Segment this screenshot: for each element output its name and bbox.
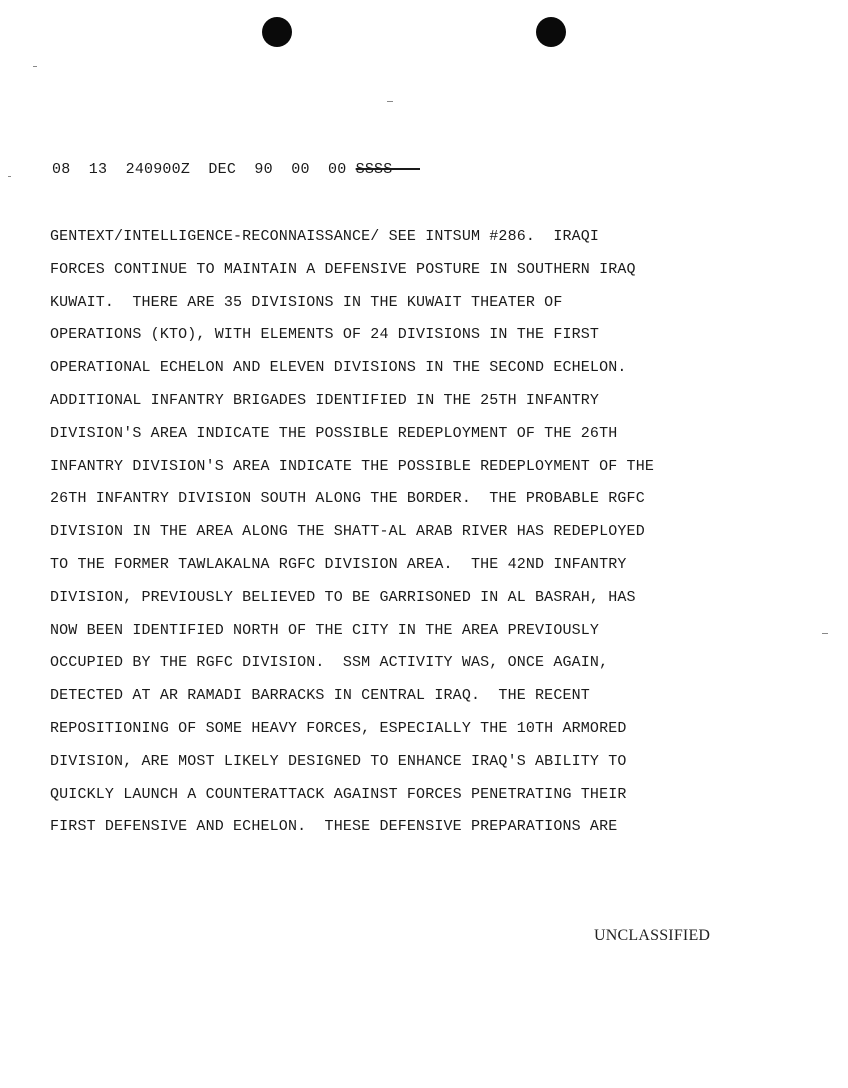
body-line: KUWAIT. THERE ARE 35 DIVISIONS IN THE KUWAIT THEATER OF <box>50 293 563 311</box>
scan-speck <box>33 66 37 67</box>
body-line: OCCUPIED BY THE RGFC DIVISION. SSM ACTIVITY WAS, ONCE AGAIN, <box>50 654 609 672</box>
body-line: OPERATIONS (KTO), WITH ELEMENTS OF 24 DIVISIONS IN THE FIRST <box>50 326 600 344</box>
dtg-text: 08 13 240900Z DEC 90 00 00 <box>52 161 356 178</box>
struck-classification-caveat: SSSS <box>355 161 393 178</box>
body-line: GENTEXT/INTELLIGENCE-RECONNAISSANCE/ SEE INTSUM #286. IRAQI <box>50 228 600 245</box>
scan-speck <box>387 101 393 102</box>
body-line: FIRST DEFENSIVE AND ECHELON. THESE DEFENSIVE PREPARATIONS ARE <box>50 818 618 836</box>
punch-hole-right <box>536 17 566 47</box>
body-line: DIVISION, PREVIOUSLY BELIEVED TO BE GARRISONED IN AL BASRAH, HAS <box>50 588 636 606</box>
body-line: INFANTRY DIVISION'S AREA INDICATE THE POSSIBLE REDEPLOYMENT OF THE <box>50 457 654 475</box>
body-line: ADDITIONAL INFANTRY BRIGADES IDENTIFIED IN THE 25TH INFANTRY <box>50 391 600 409</box>
scan-speck <box>822 633 828 634</box>
body-line: DIVISION'S AREA INDICATE THE POSSIBLE REDEPLOYMENT OF THE 26TH <box>50 424 618 442</box>
message-body <box>50 226 770 849</box>
body-line: OPERATIONAL ECHELON AND ELEVEN DIVISIONS IN THE SECOND ECHELON. <box>50 359 627 377</box>
body-line: NOW BEEN IDENTIFIED NORTH OF THE CITY IN THE AREA PREVIOUSLY <box>50 621 600 639</box>
strike-line <box>390 168 420 170</box>
body-line: REPOSITIONING OF SOME HEAVY FORCES, ESPECIALLY THE 10TH ARMORED <box>50 719 627 737</box>
body-line: DIVISION, ARE MOST LIKELY DESIGNED TO ENHANCE IRAQ'S ABILITY TO <box>50 752 627 770</box>
body-line: 26TH INFANTRY DIVISION SOUTH ALONG THE BORDER. THE PROBABLE RGFC <box>50 490 645 508</box>
body-line: QUICKLY LAUNCH A COUNTERATTACK AGAINST FORCES PENETRATING THEIR <box>50 785 627 803</box>
message-dtg-line <box>52 161 420 178</box>
scan-speck <box>8 176 11 177</box>
classification-marking: UNCLASSIFIED <box>594 927 711 944</box>
punch-hole-left <box>262 17 292 47</box>
body-line: DIVISION IN THE AREA ALONG THE SHATT-AL ARAB RIVER HAS REDEPLOYED <box>50 523 645 541</box>
body-line: FORCES CONTINUE TO MAINTAIN A DEFENSIVE POSTURE IN SOUTHERN IRAQ <box>50 260 636 278</box>
body-line: TO THE FORMER TAWLAKALNA RGFC DIVISION AREA. THE 42ND INFANTRY <box>50 555 627 573</box>
body-line: DETECTED AT AR RAMADI BARRACKS IN CENTRAL IRAQ. THE RECENT <box>50 687 590 705</box>
